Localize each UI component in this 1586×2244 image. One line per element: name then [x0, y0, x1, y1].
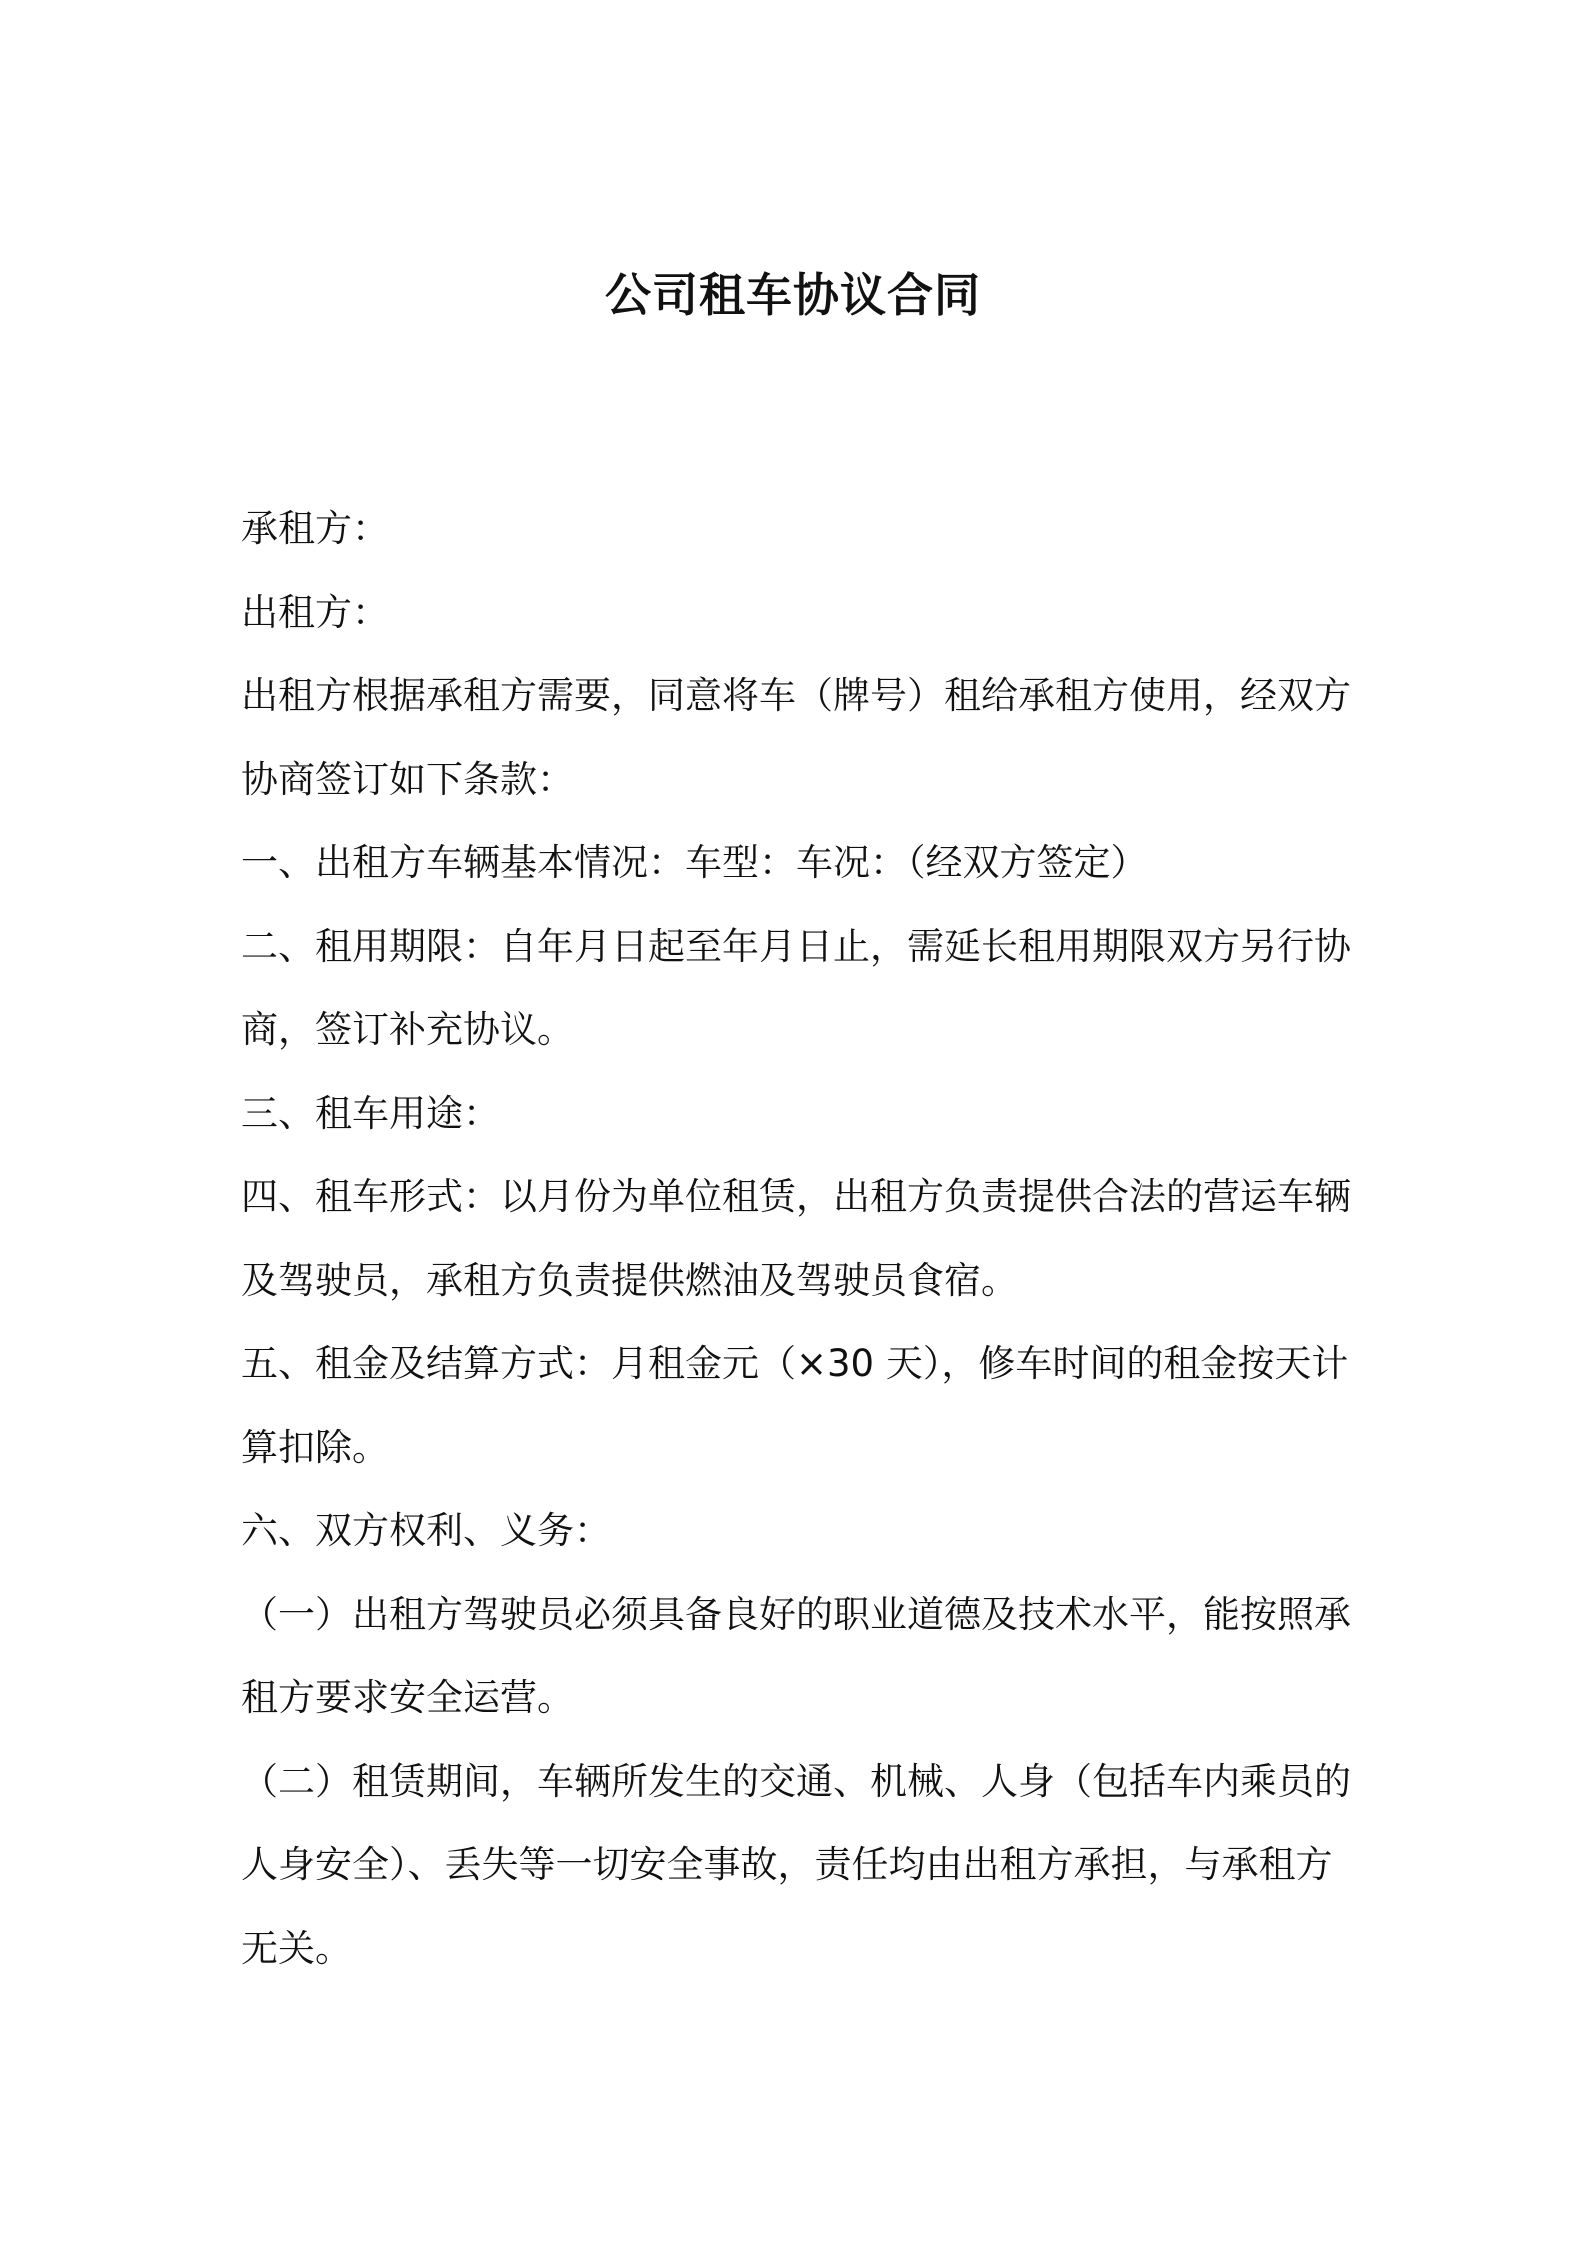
clause-6-rights-heading: 六、双方权利、义务： — [241, 1509, 611, 1552]
lessor-line: 出租方： — [241, 590, 389, 634]
clause-2-term-line-1: 二、租用期限：自年月日起至年月日止，需延长租用期限双方另行协 — [241, 924, 1351, 968]
clause-1-vehicle-info: 一、出租方车辆基本情况：车型：车况：（经双方签定） — [241, 841, 1148, 884]
preamble-line-1: 出租方根据承租方需要，同意将车（牌号）租给承租方使用，经双方 — [241, 674, 1351, 717]
document-body — [241, 487, 1351, 1990]
clause-5-rent-line-1: 五、租金及结算方式：月租金元（×30 天），修车时间的租金按天计 — [241, 1342, 1349, 1385]
clause-6-item-1-line-2: 租方要求安全运营。 — [241, 1676, 574, 1719]
clause-6-item-2-line-2: 人身安全）、丢失等一切安全事故，责任均由出租方承担，与承租方 — [241, 1843, 1333, 1886]
clause-6-item-2-line-1: （二）租赁期间，车辆所发生的交通、机械、人身（包括车内乘员的 — [241, 1759, 1351, 1803]
clause-4-form-line-1: 四、租车形式：以月份为单位租赁，出租方负责提供合法的营运车辆 — [241, 1175, 1351, 1218]
clause-5-rent-line-2: 算扣除。 — [241, 1425, 389, 1469]
clause-6-item-2-line-3: 无关。 — [241, 1926, 352, 1970]
clause-3-purpose: 三、租车用途： — [241, 1091, 500, 1135]
clause-4-form-line-2: 及驾驶员，承租方负责提供燃油及驾驶员食宿。 — [241, 1258, 1018, 1302]
clause-6-item-1-line-1: （一）出租方驾驶员必须具备良好的职业道德及技术水平，能按照承 — [241, 1592, 1351, 1636]
preamble-line-2: 协商签订如下条款： — [241, 757, 574, 801]
clause-2-term-line-2: 商，签订补充协议。 — [241, 1008, 574, 1051]
lessee-line: 承租方： — [241, 507, 389, 550]
document-title: 公司租车协议合同 — [605, 268, 981, 322]
